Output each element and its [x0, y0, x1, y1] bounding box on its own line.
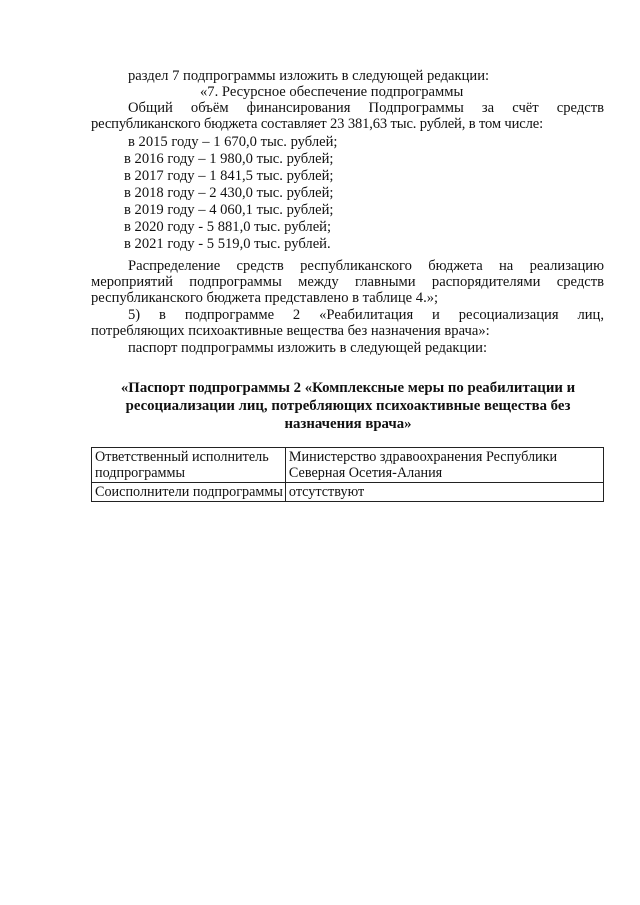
yearly-funding-2020: в 2020 году - 5 881,0 тыс. рублей; — [124, 219, 332, 235]
funding-paragraph-line1: Общий объём финансирования Подпрограммы за счёт средств — [128, 100, 604, 116]
intro-line: раздел 7 подпрограммы изложить в следующей редакции: — [128, 68, 490, 84]
distribution-paragraph-line1: Распределение средств республиканского бюджета на реализацию — [128, 258, 604, 274]
passport-title-line2: ресоциализации лиц, потребляющих психоактивные вещества без — [125, 398, 571, 414]
passport-title-line3: назначения врача» — [284, 416, 412, 432]
passport-intro: паспорт подпрограммы изложить в следующей редакции: — [128, 340, 488, 356]
section-heading: «7. Ресурсное обеспечение подпрограммы — [200, 84, 464, 100]
yearly-funding-2019: в 2019 году – 4 060,1 тыс. рублей; — [124, 202, 334, 218]
row-label: Ответственный исполнитель подпрограммы — [92, 448, 286, 483]
item5-line2: потребляющих психоактивные вещества без назначения врача»: — [91, 323, 490, 339]
yearly-funding-2016: в 2016 году – 1 980,0 тыс. рублей; — [124, 151, 334, 167]
row-value: отсутствуют — [285, 483, 603, 502]
table-row — [92, 448, 604, 483]
passport-table — [91, 447, 604, 502]
yearly-funding-2015: в 2015 году – 1 670,0 тыс. рублей; — [128, 134, 338, 150]
row-value: Министерство здравоохранения Республики Северная Осетия-Алания — [285, 448, 603, 483]
item5-line1: 5) в подпрограмме 2 «Реабилитация и ресоциализация лиц, — [128, 307, 604, 323]
yearly-funding-2021: в 2021 году - 5 519,0 тыс. рублей. — [124, 236, 331, 252]
row-label: Соисполнители подпрограммы — [92, 483, 286, 502]
yearly-funding-2017: в 2017 году – 1 841,5 тыс. рублей; — [124, 168, 334, 184]
yearly-funding-2018: в 2018 году – 2 430,0 тыс. рублей; — [124, 185, 334, 201]
table-row — [92, 483, 604, 502]
funding-paragraph-line2: республиканского бюджета составляет 23 381,63 тыс. рублей, в том числе: — [91, 116, 543, 132]
passport-title-line1: «Паспорт подпрограммы 2 «Комплексные меры по реабилитации и — [120, 380, 576, 396]
distribution-paragraph-line3: республиканского бюджета представлено в таблице 4.»; — [91, 290, 439, 306]
distribution-paragraph-line2: мероприятий подпрограммы между главными распорядителями средств — [91, 274, 604, 290]
